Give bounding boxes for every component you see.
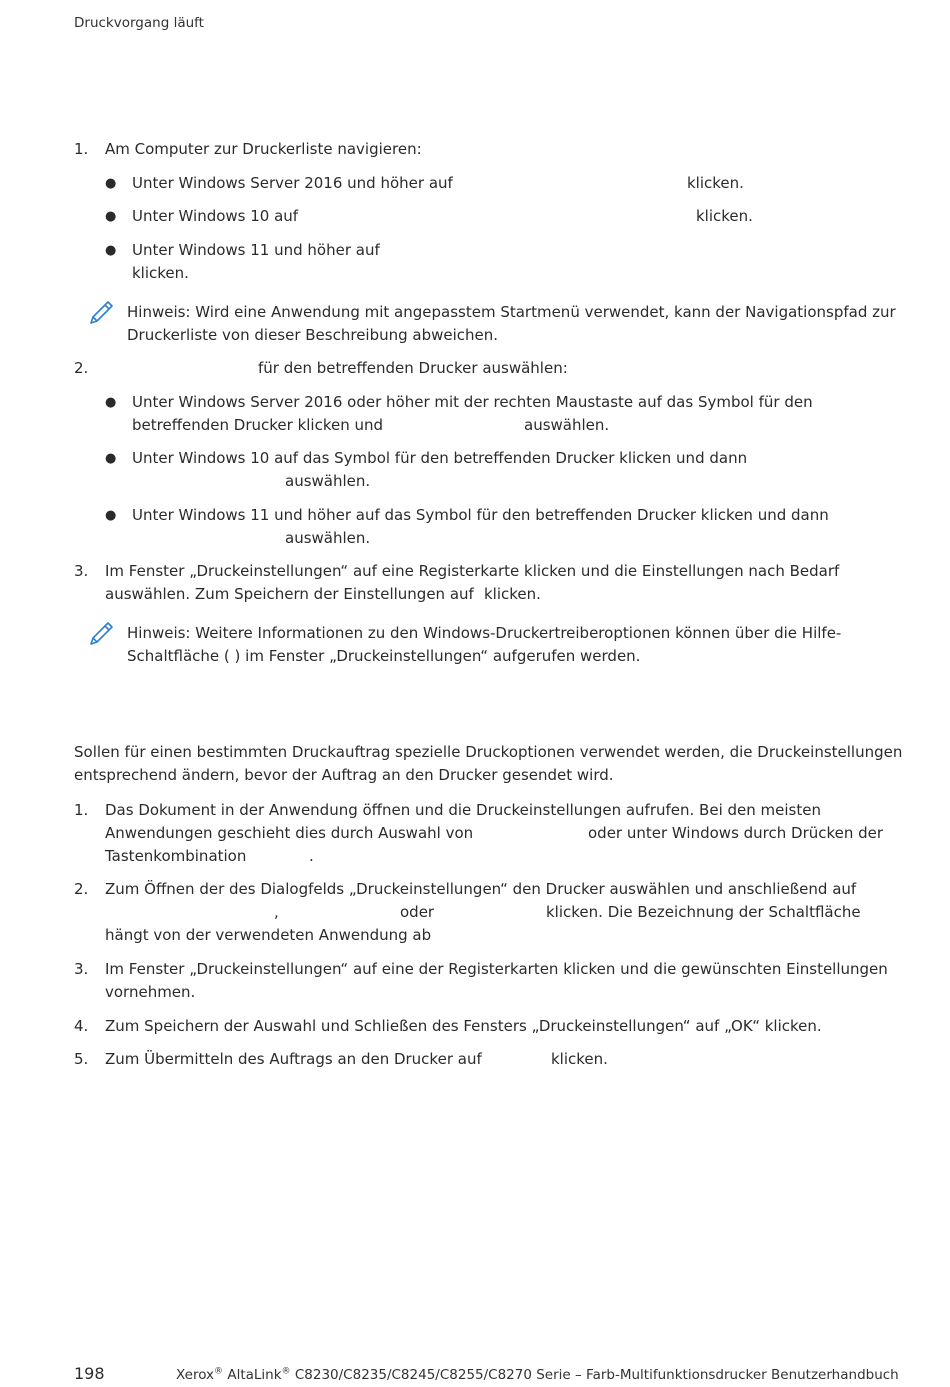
bullet-text: Unter Windows 10 auf	[132, 207, 299, 225]
step-text: Das Dokument in der Anwendung öffnen und die Druckeinstellungen aufrufen. Bei den meisten	[105, 801, 821, 819]
bullet-text: klicken.	[132, 264, 189, 282]
bullet-text: betreffenden Drucker klicken und	[132, 416, 384, 434]
bullet-text: Unter Windows Server 2016 und höher auf	[132, 174, 453, 192]
note-text: Schaltfläche ( ) im Fenster „Druckeinstellungen“ aufgerufen werden.	[127, 647, 641, 665]
step-number: 2.	[74, 359, 89, 377]
step-text: Zum Öffnen der des Dialogfelds „Druckeinstellungen“ den Drucker auswählen und anschließend auf	[105, 880, 857, 898]
step-text: ,	[274, 903, 279, 921]
bullet-icon: ●	[105, 451, 117, 466]
bullet-icon: ●	[105, 176, 117, 191]
intro-text: entsprechend ändern, bevor der Auftrag an den Drucker gesendet wird.	[74, 766, 614, 784]
bullet-text: auswählen.	[524, 416, 610, 434]
step-text: klicken.	[484, 585, 541, 603]
bullet-icon: ●	[105, 243, 117, 258]
bullet-text: Unter Windows 10 auf das Symbol für den betreffenden Drucker klicken und dann	[132, 449, 748, 467]
bullet-text: auswählen.	[285, 472, 371, 490]
step-text: Im Fenster „Druckeinstellungen“ auf eine der Registerkarten klicken und die gewünschten Einstellungen	[105, 960, 888, 978]
footer-rest: C8230/C8235/C8245/C8255/C8270 Serie – Farb-Multifunktionsdrucker Benutzerhandbuch	[294, 1367, 899, 1383]
bullet-icon: ●	[105, 209, 117, 224]
step-text: .	[309, 847, 314, 865]
note-text: Hinweis: Weitere Informationen zu den Windows-Druckertreiberoptionen können über die Hilfe-	[127, 624, 842, 642]
step-number: 5.	[74, 1050, 89, 1068]
bullet-icon: ●	[105, 395, 117, 410]
step-text: Anwendungen geschieht dies durch Auswahl von	[105, 824, 474, 842]
step-text: klicken. Die Bezeichnung der Schaltfläche	[546, 903, 861, 921]
bullet-icon: ●	[105, 508, 117, 523]
step-text: Zum Übermitteln des Auftrags an den Drucker auf	[105, 1050, 482, 1068]
bullet-text: klicken.	[687, 174, 744, 192]
step-text: Zum Speichern der Auswahl und Schließen des Fensters „Druckeinstellungen“ auf „OK“ klicken.	[105, 1017, 822, 1035]
step-text: vornehmen.	[105, 983, 196, 1001]
step-text: oder	[400, 903, 435, 921]
step-number: 4.	[74, 1017, 89, 1035]
step-number: 1.	[74, 801, 89, 819]
bullet-text: Unter Windows Server 2016 oder höher mit der rechten Maustaste auf das Symbol für den	[132, 393, 813, 411]
bullet-text: auswählen.	[285, 529, 371, 547]
note-text: Hinweis: Wird eine Anwendung mit angepasstem Startmenü verwendet, kann der Navigationspfad zur	[127, 303, 896, 321]
step-text: Am Computer zur Druckerliste navigieren:	[105, 140, 422, 158]
bullet-text: klicken.	[696, 207, 753, 225]
bullet-text: Unter Windows 11 und höher auf das Symbol für den betreffenden Drucker klicken und dann	[132, 506, 829, 524]
registered-mark: ®	[281, 1366, 291, 1377]
step-text: Tastenkombination	[105, 847, 247, 865]
step-number: 3.	[74, 960, 89, 978]
registered-mark: ®	[214, 1366, 224, 1377]
intro-text: Sollen für einen bestimmten Druckauftrag spezielle Druckoptionen verwendet werden, die Druckeinstellungen	[74, 743, 903, 761]
bullet-text: Unter Windows 11 und höher auf	[132, 241, 380, 259]
step-text: hängt von der verwendeten Anwendung ab	[105, 926, 432, 944]
step-text: klicken.	[551, 1050, 608, 1068]
footer-product: AltaLink	[227, 1367, 282, 1383]
footer-brand: Xerox	[176, 1367, 215, 1383]
step-number: 3.	[74, 562, 89, 580]
pencil-note-icon	[86, 619, 116, 649]
step-number: 1.	[74, 140, 89, 158]
page-number: 198	[74, 1364, 105, 1383]
step-text: Im Fenster „Druckeinstellungen“ auf eine Registerkarte klicken und die Einstellungen nach Bedarf	[105, 562, 840, 580]
step-number: 2.	[74, 880, 89, 898]
page-header-title: Druckvorgang läuft	[74, 15, 204, 31]
note-text: Druckerliste von dieser Beschreibung abweichen.	[127, 326, 499, 344]
pencil-note-icon	[86, 298, 116, 328]
step-text: für den betreffenden Drucker auswählen:	[258, 359, 568, 377]
footer-title	[176, 1364, 899, 1387]
step-text: oder unter Windows durch Drücken der	[588, 824, 884, 842]
step-text: auswählen. Zum Speichern der Einstellungen auf	[105, 585, 474, 603]
